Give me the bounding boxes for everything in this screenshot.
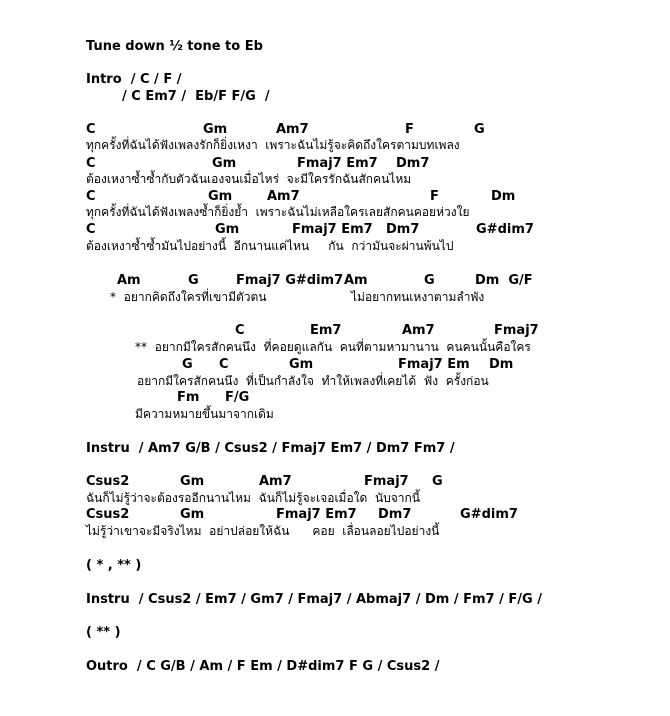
chord: F	[405, 122, 414, 137]
chord: Dm G/F	[475, 273, 533, 288]
intro-line-1: Intro / C / F /	[86, 72, 182, 87]
lyric-line: อยากมีใครสักคนนึง ที่เป็นกำลังใจ ทำให้เพลงที่เคยได้ ฟัง ครั้งก่อน	[137, 374, 489, 388]
outro-line: Outro / C G/B / Am / F Em / D#dim7 F G / Csus2 /	[86, 659, 440, 674]
chord: Am	[344, 273, 368, 288]
chord: Dm7	[396, 156, 430, 171]
chord: C	[86, 122, 96, 137]
tuning-note: Tune down ½ tone to Eb	[86, 39, 263, 54]
chord: Gm	[180, 507, 205, 522]
chord: G	[474, 122, 485, 137]
chord: Am7	[402, 323, 435, 338]
lyric-line: มีความหมายขึ้นมาจากเดิม	[135, 407, 274, 421]
chord: Fmaj7 Em7	[276, 507, 357, 522]
chord: Csus2	[86, 507, 130, 522]
chord: Am7	[267, 189, 300, 204]
chord: Fmaj7 Em	[398, 357, 470, 372]
chord: Dm7	[386, 222, 420, 237]
chord: Gm	[208, 189, 233, 204]
chord: Dm	[491, 189, 516, 204]
chord: Gm	[212, 156, 237, 171]
chord: C	[235, 323, 245, 338]
chord: Gm	[203, 122, 228, 137]
chord: G#dim7	[460, 507, 518, 522]
lyric-line: ทุกครั้งที่ฉันได้ฟังเพลงซ้ำก็ยิ่งย้ำ เพราะฉันไม่เหลือใครเลยสักคนคอยห่วงใย	[86, 205, 470, 219]
chord: F	[430, 189, 439, 204]
chord: Fm	[177, 390, 200, 405]
chord: Am7	[259, 474, 292, 489]
chord: Csus2	[86, 474, 130, 489]
chord: G	[424, 273, 435, 288]
chord: Fmaj7 Em7	[292, 222, 373, 237]
chord: G	[188, 273, 199, 288]
instrumental-line: Instru / Csus2 / Em7 / Gm7 / Fmaj7 / Abmaj7 / Dm / Fm7 / F/G /	[86, 592, 542, 607]
chord: Gm	[215, 222, 240, 237]
chord: C	[86, 189, 96, 204]
repeat-marker: ( * , ** )	[86, 558, 142, 573]
chord: Gm	[289, 357, 314, 372]
lyric-line: * อยากคิดถึงใครที่เขามีตัวตน	[110, 290, 267, 304]
chord: Fmaj7 Em7	[297, 156, 378, 171]
chord: C	[219, 357, 229, 372]
lyric-line: ทุกครั้งที่ฉันได้ฟังเพลงรักก็ยิ่งเหงา เพราะฉันไม่รู้จะคิดถึงใครตามบทเพลง	[86, 138, 460, 152]
lyric-line: ฉันก็ไม่รู้ว่าจะต้องรออีกนานไหม ฉันก็ไม่รู้จะเจอเมื่อใด นับจากนี้	[86, 491, 421, 505]
chord: G	[432, 474, 443, 489]
intro-line-2: / C Em7 / Eb/F F/G /	[122, 89, 270, 104]
lyric-line: ต้องเหงาซ้ำซ้ำมันไปอย่างนี้ อีกนานแค่ไหน กัน กว่ามันจะผ่านพ้นไป	[86, 239, 454, 253]
chord: Fmaj7	[364, 474, 409, 489]
lyric-line: ต้องเหงาซ้ำซ้ำกับตัวฉันเองจนเมื่อไหร่ จะมีใครรักฉันสักคนไหม	[86, 172, 412, 186]
chord: G	[182, 357, 193, 372]
instrumental-line: Instru / Am7 G/B / Csus2 / Fmaj7 Em7 / Dm7 Fm7 /	[86, 441, 455, 456]
lyric-line: ไม่รู้ว่าเขาจะมีจริงไหม อย่าปล่อยให้ฉัน คอย เลื่อนลอยไปอย่างนี้	[86, 524, 440, 538]
chord: G#dim7	[476, 222, 534, 237]
lyric-line: ** อยากมีใครสักคนนึง ที่คอยดูแลกัน คนที่ตามหามานาน คนคนนั้นคือใคร	[135, 340, 531, 354]
chord: Am	[117, 273, 141, 288]
chord: Em7	[310, 323, 342, 338]
chord: Dm	[489, 357, 514, 372]
chord: Am7	[276, 122, 309, 137]
chord: Dm7	[378, 507, 412, 522]
chord: Fmaj7 G#dim7	[236, 273, 344, 288]
chord: Gm	[180, 474, 205, 489]
lyric-line: ไม่อยากทนเหงาตามลำพัง	[351, 290, 485, 304]
chord: F/G	[225, 390, 250, 405]
repeat-marker: ( ** )	[86, 625, 121, 640]
chord: C	[86, 156, 96, 171]
chord: Fmaj7	[494, 323, 539, 338]
chord: C	[86, 222, 96, 237]
